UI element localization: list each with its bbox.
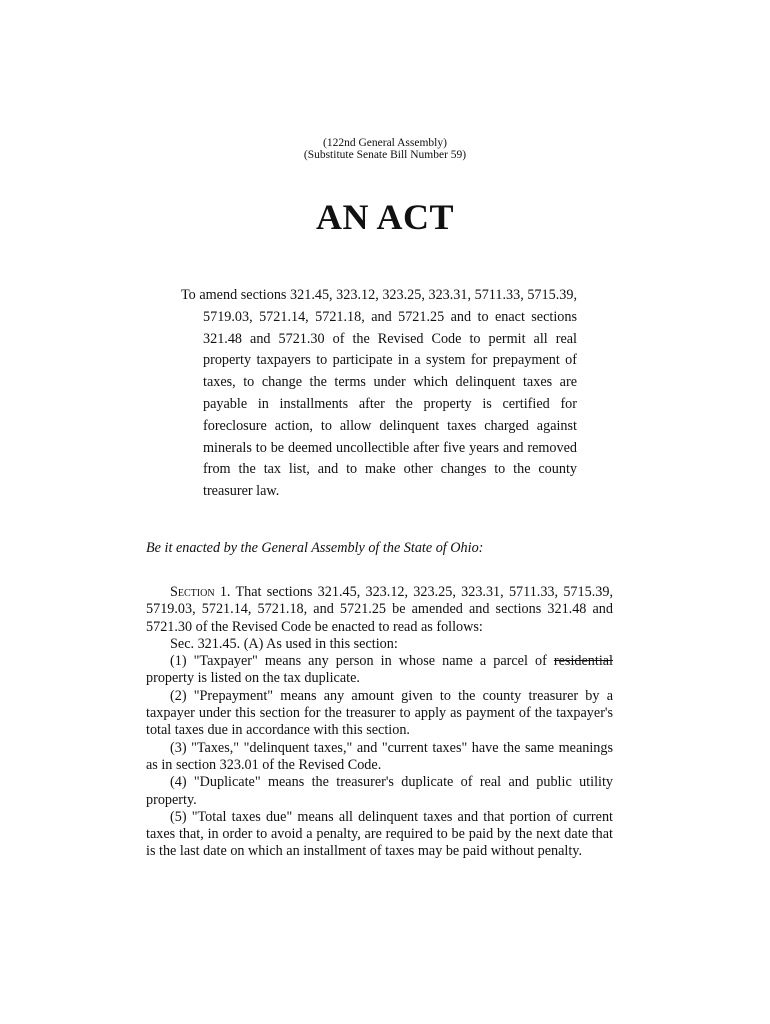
definition-taxpayer-start: (1) "Taxpayer" means any person in whose name a parcel of [170,653,554,670]
definition-prepayment: (2) "Prepayment" means any amount given to the county treasurer by a taxpayer under this section for the treasurer to apply as payment of the taxpayer's total taxes due in accordance with this section. [146,687,613,739]
section-1-text: 1. That sections 321.45, 323.12, 323.25, 323.31, 5711.33, 5715.39, 5719.03, 5721.14, 5721.18, and 5721.25 be amended and sections 321.48 and 5721.30 of the Revised Code be enacted to read as follows: [146,584,613,635]
definition-taxpayer-end: property is listed on the tax duplicate. [146,670,360,687]
general-assembly-line: (122nd General Assembly) [323,137,447,149]
purpose-paragraph: To amend sections 321.45, 323.12, 323.25, 323.31, 5711.33, 5715.39, 5719.03, 5721.14, 5721.18, and 5721.25 and to enact sections 321.48 and 5721.30 of the Revised Code to permit all real property taxpayers to participate in a system for prepayment of taxes, to change the terms under which delinquent taxes are payable in installments after the property is certified for foreclosure action, to allow delinquent taxes charged against minerals to be deemed uncollectible after five years and removed from the tax list, and to make other changes to the county treasurer law. [181,287,577,500]
section-label: Section [170,584,215,600]
definition-total-taxes-due: (5) "Total taxes due" means all delinquent taxes and that portion of current taxes that, in order to avoid a penalty, are required to be paid by the next date that is the last date on which an installment of taxes may be paid without penalty. [146,808,613,860]
bill-header [0,137,770,161]
struck-text: residential [553,653,613,670]
bill-number-line: (Substitute Senate Bill Number 59) [303,149,467,161]
definition-duplicate: (4) "Duplicate" means the treasurer's duplicate of real and public utility property. [146,774,613,808]
act-title: AN ACT [315,197,455,237]
definition-taxpayer [146,653,613,688]
section-1-paragraph [146,584,613,636]
section-heading: Sec. 321.45. (A) As used in this section: [170,635,398,652]
bill-body [146,584,613,861]
enacting-clause: Be it enacted by the General Assembly of the State of Ohio: [146,540,484,556]
definition-taxes: (3) "Taxes," "delinquent taxes," and "current taxes" have the same meanings as in section 323.01 of the Revised Code. [146,739,613,773]
